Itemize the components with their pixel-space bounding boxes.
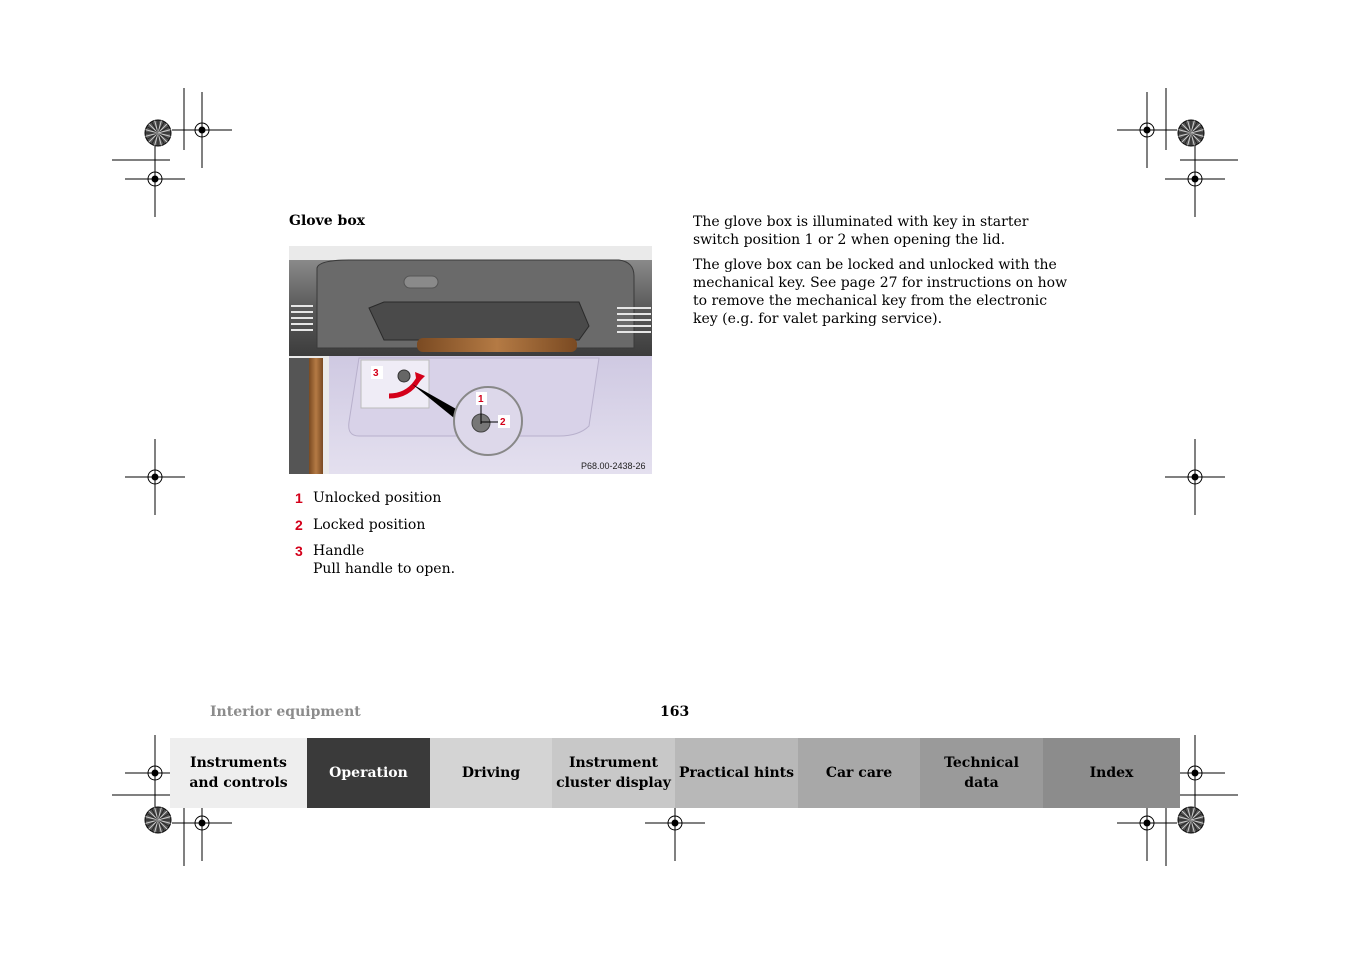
legend-line: Unlocked position — [313, 490, 442, 506]
nav-tab-label: Practical hints — [678, 765, 795, 781]
nav-tab-label: Technical data — [944, 755, 1019, 791]
figure-callout-3: 3 — [373, 368, 379, 379]
legend-number: 2 — [295, 516, 303, 533]
nav-tab-instruments-and-controls[interactable] — [170, 738, 307, 808]
legend-item — [295, 516, 675, 534]
legend-text — [313, 516, 425, 534]
figure-callout-2: 2 — [500, 417, 506, 428]
legend-number: 3 — [295, 543, 303, 559]
nav-tab-driving[interactable] — [430, 738, 552, 808]
section-title: Glove box — [289, 213, 366, 229]
nav-tab-label: Instruments and controls — [189, 755, 288, 791]
nav-tab-label: Instrument cluster display — [556, 755, 671, 791]
paragraph-locking: The glove box can be locked and unlocked with the mechanical key. See page 27 for instructions on how to remove the mechanical key from the electronic key (e.g. for valet parking service). — [693, 257, 1068, 327]
legend-number: 1 — [295, 490, 303, 506]
nav-tab-instrument-cluster-display[interactable] — [552, 738, 675, 808]
nav-tab-label: Car care — [825, 765, 893, 781]
nav-tab-index[interactable] — [1043, 738, 1180, 808]
figure-reference: P68.00-2438-26 — [581, 461, 646, 471]
legend-item — [295, 489, 675, 507]
nav-tab-label: Index — [1089, 765, 1134, 781]
nav-tab-technical-data[interactable] — [920, 738, 1043, 808]
legend-list — [295, 489, 675, 587]
body-text — [693, 213, 1073, 335]
nav-tab-practical-hints[interactable] — [675, 738, 798, 808]
legend-item — [295, 542, 675, 578]
nav-tab-car-care[interactable] — [798, 738, 920, 808]
legend-line: Handle — [313, 543, 365, 559]
figure-callout-1: 1 — [478, 394, 484, 405]
page-number: 163 — [660, 704, 690, 720]
legend-line: Locked position — [313, 516, 426, 533]
section-footer-label: Interior equipment — [210, 704, 361, 720]
legend-text — [313, 489, 441, 507]
legend-text — [313, 542, 455, 578]
nav-tab-label: Driving — [461, 765, 521, 781]
nav-tab-label: Operation — [329, 765, 408, 781]
glove-box-illustration — [289, 246, 652, 474]
nav-tab-operation[interactable] — [307, 738, 430, 808]
legend-line: Pull handle to open. — [313, 561, 456, 577]
chapter-nav-bar — [170, 738, 1180, 808]
paragraph-illumination: The glove box is illuminated with key in starter switch position 1 or 2 when opening the lid. — [693, 214, 1029, 248]
